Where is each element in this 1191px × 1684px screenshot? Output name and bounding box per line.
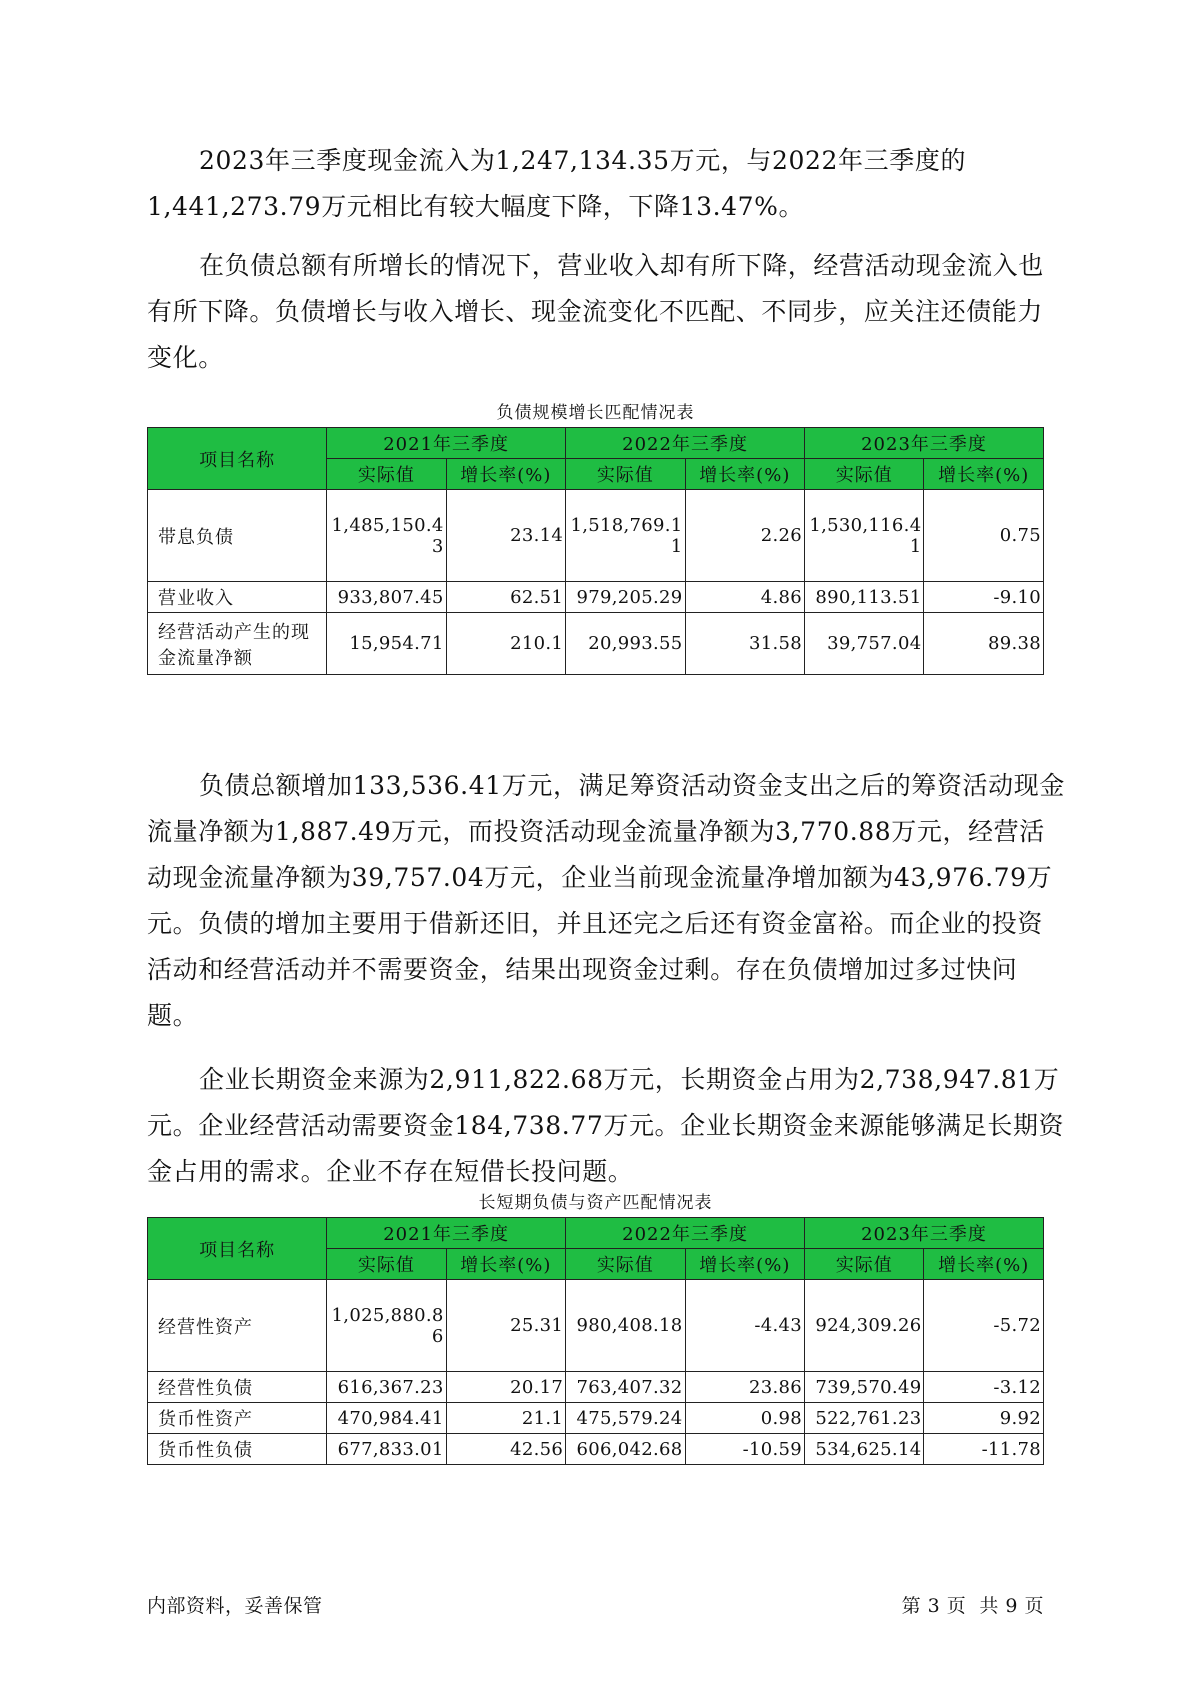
row-label: 货币性资产	[148, 1403, 327, 1434]
table-row	[148, 613, 1044, 675]
table2-period-2022: 2022年三季度	[566, 1218, 805, 1249]
paragraph-debt-increase: 负债总额增加133,536.41万元，满足筹资活动资金支出之后的筹资活动现金流量净额为1,887.49万元，而投资活动现金流量净额为3,770.88万元，经营活动现金流量净额为39,757.04万元，企业当前现金流量净增加额为43,976.79万元。负债的增加主要用于借新还旧，并且还完之后还有资金富裕。而企业的投资活动和经营活动并不需要资金，结果出现资金过剩。存在负债增加过多过快问题。	[147, 771, 1065, 1030]
table-row	[148, 1403, 1044, 1434]
cell-growth: 25.31	[446, 1280, 565, 1372]
liability-asset-table	[147, 1217, 1044, 1465]
table1-period-2022: 2022年三季度	[566, 428, 805, 459]
cell-value: 534,625.14	[805, 1434, 924, 1465]
cell-growth: 23.86	[685, 1372, 804, 1403]
cell-value: 924,309.26	[805, 1280, 924, 1372]
table1-subheader: 增长率(%)	[446, 459, 565, 490]
cell-value: 979,205.29	[566, 582, 685, 613]
cell-growth: 4.86	[685, 582, 804, 613]
cell-growth: 23.14	[446, 490, 565, 582]
table2-item-header: 项目名称	[148, 1218, 327, 1280]
paragraph-debt-revenue: 在负债总额有所增长的情况下，营业收入却有所下降，经营活动现金流入也有所下降。负债增长与收入增长、现金流变化不匹配、不同步，应关注还债能力变化。	[147, 251, 1044, 372]
table1-subheader: 增长率(%)	[924, 459, 1044, 490]
cell-value: 763,407.32	[566, 1372, 685, 1403]
cell-growth: 89.38	[924, 613, 1044, 675]
row-label: 营业收入	[148, 582, 327, 613]
table1-subheader: 实际值	[566, 459, 685, 490]
cell-value: 1,025,880.86	[327, 1280, 446, 1372]
cell-value: 522,761.23	[805, 1403, 924, 1434]
cell-value: 1,485,150.43	[327, 490, 446, 582]
cell-value: 980,408.18	[566, 1280, 685, 1372]
cell-value: 15,954.71	[327, 613, 446, 675]
cell-growth: 31.58	[685, 613, 804, 675]
table2-subheader: 增长率(%)	[924, 1249, 1044, 1280]
cell-growth: 42.56	[446, 1434, 565, 1465]
table2-subheader: 实际值	[566, 1249, 685, 1280]
table2-subheader: 增长率(%)	[685, 1249, 804, 1280]
row-label: 货币性负债	[148, 1434, 327, 1465]
cell-growth: 20.17	[446, 1372, 565, 1403]
table2-period-2021: 2021年三季度	[327, 1218, 566, 1249]
table1-period-2021: 2021年三季度	[327, 428, 566, 459]
table-row	[148, 490, 1044, 582]
cell-value: 470,984.41	[327, 1403, 446, 1434]
cell-growth: -11.78	[924, 1434, 1044, 1465]
paragraph-long-term-funds: 企业长期资金来源为2,911,822.68万元，长期资金占用为2,738,947.81万元。企业经营活动需要资金184,738.77万元。企业长期资金来源能够满足长期资金占用的需求。企业不存在短借长投问题。	[147, 1065, 1065, 1186]
cell-value: 933,807.45	[327, 582, 446, 613]
row-label: 经营性负债	[148, 1372, 327, 1403]
cell-value: 616,367.23	[327, 1372, 446, 1403]
cell-value: 39,757.04	[805, 613, 924, 675]
cell-growth: -3.12	[924, 1372, 1044, 1403]
row-label: 经营活动产生的现金流量净额	[148, 613, 327, 675]
cell-value: 1,518,769.11	[566, 490, 685, 582]
cell-growth: -5.72	[924, 1280, 1044, 1372]
cell-value: 739,570.49	[805, 1372, 924, 1403]
table2-period-2023: 2023年三季度	[805, 1218, 1044, 1249]
table1-subheader: 实际值	[805, 459, 924, 490]
table2-subheader: 实际值	[327, 1249, 446, 1280]
row-label: 经营性资产	[148, 1280, 327, 1372]
table1-caption: 负债规模增长匹配情况表	[496, 403, 695, 423]
paragraph-cash-inflow: 2023年三季度现金流入为1,247,134.35万元，与2022年三季度的1,441,273.79万元相比有较大幅度下降，下降13.47%。	[147, 146, 967, 221]
cell-growth: 9.92	[924, 1403, 1044, 1434]
table2-subheader: 实际值	[805, 1249, 924, 1280]
table2-caption: 长短期负债与资产匹配情况表	[478, 1193, 713, 1213]
cell-growth: -10.59	[685, 1434, 804, 1465]
cell-growth: 2.26	[685, 490, 804, 582]
table-row	[148, 1372, 1044, 1403]
cell-value: 606,042.68	[566, 1434, 685, 1465]
table1-subheader: 实际值	[327, 459, 446, 490]
row-label: 带息负债	[148, 490, 327, 582]
debt-growth-table	[147, 427, 1044, 675]
cell-growth: -9.10	[924, 582, 1044, 613]
cell-value: 1,530,116.41	[805, 490, 924, 582]
footer-confidential: 内部资料，妥善保管	[147, 1595, 323, 1617]
cell-growth: -4.43	[685, 1280, 804, 1372]
table-row	[148, 1280, 1044, 1372]
cell-growth: 21.1	[446, 1403, 565, 1434]
footer-page-number: 第 3 页 共 9 页	[901, 1595, 1044, 1617]
cell-growth: 62.51	[446, 582, 565, 613]
table2-subheader: 增长率(%)	[446, 1249, 565, 1280]
table-row	[148, 1434, 1044, 1465]
table1-period-2023: 2023年三季度	[805, 428, 1044, 459]
cell-value: 20,993.55	[566, 613, 685, 675]
cell-value: 475,579.24	[566, 1403, 685, 1434]
cell-value: 890,113.51	[805, 582, 924, 613]
cell-growth: 0.98	[685, 1403, 804, 1434]
cell-growth: 0.75	[924, 490, 1044, 582]
cell-growth: 210.1	[446, 613, 565, 675]
table1-subheader: 增长率(%)	[685, 459, 804, 490]
cell-value: 677,833.01	[327, 1434, 446, 1465]
table-row	[148, 582, 1044, 613]
table1-item-header: 项目名称	[148, 428, 327, 490]
